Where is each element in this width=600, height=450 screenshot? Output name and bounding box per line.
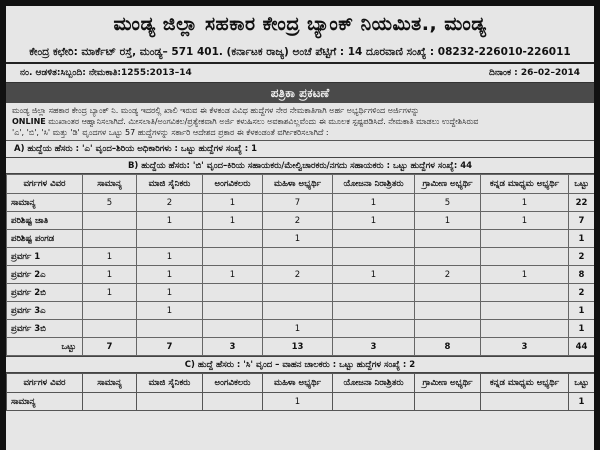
col-disabled: ಅಂಗವಿಕಲರು xyxy=(203,175,263,194)
section-b-heading: B) ಹುದ್ದೆಯ ಹೆಸರು: 'ಬಿ' ವೃಂದ–ಕಿರಿಯ ಸಹಾಯಕರು/ಮೇಲ್ವಿಚಾರಕರು/ನಗದು ಸಹಾಯಕರು : ಒಟ್ಟು ಹುದ್ದೆಗಳ ಸಂಖ್ಯೆ: 44 xyxy=(6,157,594,174)
cell: 1 xyxy=(203,266,263,284)
cell xyxy=(415,248,481,266)
cell xyxy=(415,393,481,411)
row-label: ಸಾಮಾನ್ಯ xyxy=(7,393,83,411)
row-total: 2 xyxy=(569,248,595,266)
notice-line-1: ಮಂಡ್ಯ ಜಿಲ್ಲಾ ಸಹಕಾರ ಕೇಂದ್ರ ಬ್ಯಾಂಕ್ ನಿ. ಮಂಡ್ಯ ಇದರಲ್ಲಿ ಖಾಲಿ ಇರುವ ಈ ಕೆಳಕಂಡ ವಿವಿಧ ಹುದ್ದೆಗಳ ನೇರ ನೇಮಕಾತಿಗಾಗಿ ಅರ್ಹ ಅಭ್ಯರ್ಥಿಗಳಿಂದ ಅರ್ಜಿಗಳನ್ನು xyxy=(12,106,420,115)
section-c-heading: C) ಹುದ್ದೆ ಹೆಸರು : 'ಸಿ' ವೃಂದ – ವಾಹನ ಚಾಲಕರು : ಒಟ್ಟು ಹುದ್ದೆಗಳ ಸಂಖ್ಯೆ : 2 xyxy=(6,356,594,373)
total-cell: 3 xyxy=(481,338,569,356)
col-general: ಸಾಮಾನ್ಯ xyxy=(83,175,137,194)
col-category: ವರ್ಗಗಳ ವಿವರ xyxy=(7,175,83,194)
cell xyxy=(83,393,137,411)
table-row xyxy=(7,302,595,320)
cell xyxy=(415,230,481,248)
total-cell: 7 xyxy=(83,338,137,356)
bank-title: ಮಂಡ್ಯ ಜಿಲ್ಲಾ ಸಹಕಾರ ಕೇಂದ್ರ ಬ್ಯಾಂಕ್ ನಿಯಮಿತ., ಮಂಡ್ಯ xyxy=(113,13,487,35)
cell xyxy=(203,393,263,411)
reference-row xyxy=(6,64,594,83)
cell: 1 xyxy=(203,212,263,230)
col-kannada-medium: ಕನ್ನಡ ಮಾಧ್ಯಮ ಅಭ್ಯರ್ಥಿ xyxy=(481,374,569,393)
table-row xyxy=(7,320,595,338)
cell: 5 xyxy=(83,194,137,212)
table-row xyxy=(7,212,595,230)
table-c-header xyxy=(7,374,595,393)
cell xyxy=(333,393,415,411)
cell xyxy=(415,320,481,338)
reference-number: ನಂ. ಆಡಳಿತ:ಸಿಬ್ಬಂದಿ: ನೇಮಕಾತಿ:1255:2013–14 xyxy=(20,68,192,78)
col-women: ಮಹಿಳಾ ಅಭ್ಯರ್ಥಿ xyxy=(263,374,333,393)
cell: 1 xyxy=(263,320,333,338)
table-row xyxy=(7,230,595,248)
cell xyxy=(263,284,333,302)
col-women: ಮಹಿಳಾ ಅಭ್ಯರ್ಥಿ xyxy=(263,175,333,194)
total-label: ಒಟ್ಟು xyxy=(7,338,83,356)
col-project-displaced: ಯೋಜನಾ ನಿರಾಶ್ರಿತರು xyxy=(333,374,415,393)
cell: 1 xyxy=(415,212,481,230)
table-row xyxy=(7,266,595,284)
cell: 1 xyxy=(137,302,203,320)
notice-date: ದಿನಾಂಕ : 26–02–2014 xyxy=(489,68,580,78)
cell xyxy=(137,393,203,411)
cell: 2 xyxy=(415,266,481,284)
total-cell: 3 xyxy=(203,338,263,356)
table-row xyxy=(7,194,595,212)
row-total: 1 xyxy=(569,230,595,248)
col-rural: ಗ್ರಾಮೀಣ ಅಭ್ಯರ್ಥಿ xyxy=(415,175,481,194)
col-rural: ಗ್ರಾಮೀಣ ಅಭ್ಯರ್ಥಿ xyxy=(415,374,481,393)
col-ex-servicemen: ಮಾಜಿ ಸೈನಿಕರು xyxy=(137,374,203,393)
notice-paragraph xyxy=(6,103,594,141)
cell xyxy=(263,248,333,266)
cell xyxy=(83,212,137,230)
col-total: ಒಟ್ಟು xyxy=(569,175,595,194)
cell: 1 xyxy=(83,266,137,284)
table-b xyxy=(6,174,594,356)
cell xyxy=(83,230,137,248)
cell: 2 xyxy=(263,266,333,284)
cell xyxy=(333,302,415,320)
cell: 1 xyxy=(83,284,137,302)
row-label: ಸಾಮಾನ್ಯ xyxy=(7,194,83,212)
cell: 1 xyxy=(137,266,203,284)
cell xyxy=(203,302,263,320)
cell: 7 xyxy=(263,194,333,212)
cell xyxy=(137,320,203,338)
row-total: 1 xyxy=(569,320,595,338)
row-label: ಪರಿಶಿಷ್ಟ ಪಂಗಡ xyxy=(7,230,83,248)
col-kannada-medium: ಕನ್ನಡ ಮಾಧ್ಯಮ ಅಭ್ಯರ್ಥಿ xyxy=(481,175,569,194)
cell xyxy=(137,230,203,248)
cell: 5 xyxy=(415,194,481,212)
total-cell: 8 xyxy=(415,338,481,356)
table-c xyxy=(6,373,594,411)
cell: 1 xyxy=(333,194,415,212)
grand-total: 44 xyxy=(569,338,595,356)
row-label: ಪ್ರವರ್ಗ 1 xyxy=(7,248,83,266)
bank-address: ಕೇಂದ್ರ ಕಛೇರಿ: ಮಾರ್ಕೆಟ್ ರಸ್ತೆ, ಮಂಡ್ಯ– 571 401. (ಕರ್ನಾಟಕ ರಾಜ್ಯ) ಅಂಚೆ ಪೆಟ್ಟಿಗೆ : 14 ದೂರವಾಣಿ ಸಂಖ್ಯೆ : 08232-226010-226011 xyxy=(6,42,594,64)
table-row xyxy=(7,284,595,302)
col-total: ಒಟ್ಟು xyxy=(569,374,595,393)
row-total: 1 xyxy=(569,302,595,320)
cell xyxy=(333,284,415,302)
cell: 2 xyxy=(137,194,203,212)
col-category: ವರ್ಗಗಳ ವಿವರ xyxy=(7,374,83,393)
total-cell: 7 xyxy=(137,338,203,356)
cell: 1 xyxy=(481,194,569,212)
cell xyxy=(333,320,415,338)
cell xyxy=(83,320,137,338)
row-total: 7 xyxy=(569,212,595,230)
cell xyxy=(481,302,569,320)
cell xyxy=(481,248,569,266)
cell: 1 xyxy=(263,393,333,411)
cell xyxy=(333,230,415,248)
col-project-displaced: ಯೋಜನಾ ನಿರಾಶ್ರಿತರು xyxy=(333,175,415,194)
cell: 1 xyxy=(83,248,137,266)
cell: 1 xyxy=(333,266,415,284)
notice-line-2-text: ಮುಖಾಂತರ ಆಹ್ವಾನಿಸಲಾಗಿದೆ. ಮೀಸಲಾತಿ/ಅಂಗವಿಕಲ/ಪ್ರತ್ಯೇಕವಾಗಿ ಅರ್ಜಿ ಕಳುಹಿಸಲು ಅವಕಾಶವಿಲ್ಲವೆಂದು ಈ ಮೂಲಕ ಸ್ಪಷ್ಟಪಡಿಸಿದೆ. ನೇಮಕಾತಿ ಮಾಡಲು ಉದ್ದೇಶಿಸಿರುವ xyxy=(48,117,479,126)
section-a-heading: A) ಹುದ್ದೆಯ ಹೆಸರು : 'ಎ' ವೃಂದ–ಶಿರಿಯ ಅಧಿಕಾರಿಗಳು : ಒಟ್ಟು ಹುದ್ದೆಗಳ ಸಂಖ್ಯೆ : 1 xyxy=(14,144,258,154)
cell: 1 xyxy=(481,212,569,230)
cell xyxy=(263,302,333,320)
table-row xyxy=(7,393,595,411)
cell: 1 xyxy=(263,230,333,248)
cell xyxy=(83,302,137,320)
cell xyxy=(481,284,569,302)
row-label: ಪ್ರವರ್ಗ 3ಬಿ xyxy=(7,320,83,338)
col-disabled: ಅಂಗವಿಕಲರು xyxy=(203,374,263,393)
total-cell: 13 xyxy=(263,338,333,356)
cell xyxy=(203,320,263,338)
cell: 1 xyxy=(137,284,203,302)
row-label: ಪರಿಶಿಷ್ಟ ಜಾತಿ xyxy=(7,212,83,230)
cell xyxy=(203,284,263,302)
cell: 1 xyxy=(333,212,415,230)
notice-line-3: 'ಎ', 'ಬಿ', 'ಸಿ' ಮತ್ತು 'ಡಿ' ವೃಂದಗಳ ಒಟ್ಟು 57 ಹುದ್ದೆಗಳನ್ನು ಸರ್ಕಾರಿ ಆದೇಶದ ಪ್ರಕಾರ ಈ ಕೆಳಕಂಡಂತೆ ವರ್ಗೀಕರಿಸಲಾಗಿದೆ : xyxy=(12,128,329,137)
cell xyxy=(203,230,263,248)
cell xyxy=(481,320,569,338)
table-row xyxy=(7,248,595,266)
cell xyxy=(481,230,569,248)
online-label: ONLINE xyxy=(12,117,46,126)
row-label: ಪ್ರವರ್ಗ 2ಎ xyxy=(7,266,83,284)
cell xyxy=(415,302,481,320)
cell xyxy=(203,248,263,266)
cell xyxy=(481,393,569,411)
table-total-row xyxy=(7,338,595,356)
cell xyxy=(415,284,481,302)
row-label: ಪ್ರವರ್ಗ 2ಬಿ xyxy=(7,284,83,302)
cell xyxy=(333,248,415,266)
notification-sheet xyxy=(6,6,594,450)
cell: 1 xyxy=(481,266,569,284)
table-b-header xyxy=(7,175,595,194)
total-cell: 3 xyxy=(333,338,415,356)
notice-line-2 xyxy=(12,116,588,127)
press-release-banner: ಪತ್ರಿಕಾ ಪ್ರಕಟಣೆ xyxy=(6,83,594,103)
cell: 1 xyxy=(203,194,263,212)
col-ex-servicemen: ಮಾಜಿ ಸೈನಿಕರು xyxy=(137,175,203,194)
row-total: 8 xyxy=(569,266,595,284)
cell: 1 xyxy=(137,212,203,230)
row-total: 2 xyxy=(569,284,595,302)
row-total: 1 xyxy=(569,393,595,411)
row-total: 22 xyxy=(569,194,595,212)
cell: 2 xyxy=(263,212,333,230)
cell: 1 xyxy=(137,248,203,266)
col-general: ಸಾಮಾನ್ಯ xyxy=(83,374,137,393)
row-label: ಪ್ರವರ್ಗ 3ಎ xyxy=(7,302,83,320)
